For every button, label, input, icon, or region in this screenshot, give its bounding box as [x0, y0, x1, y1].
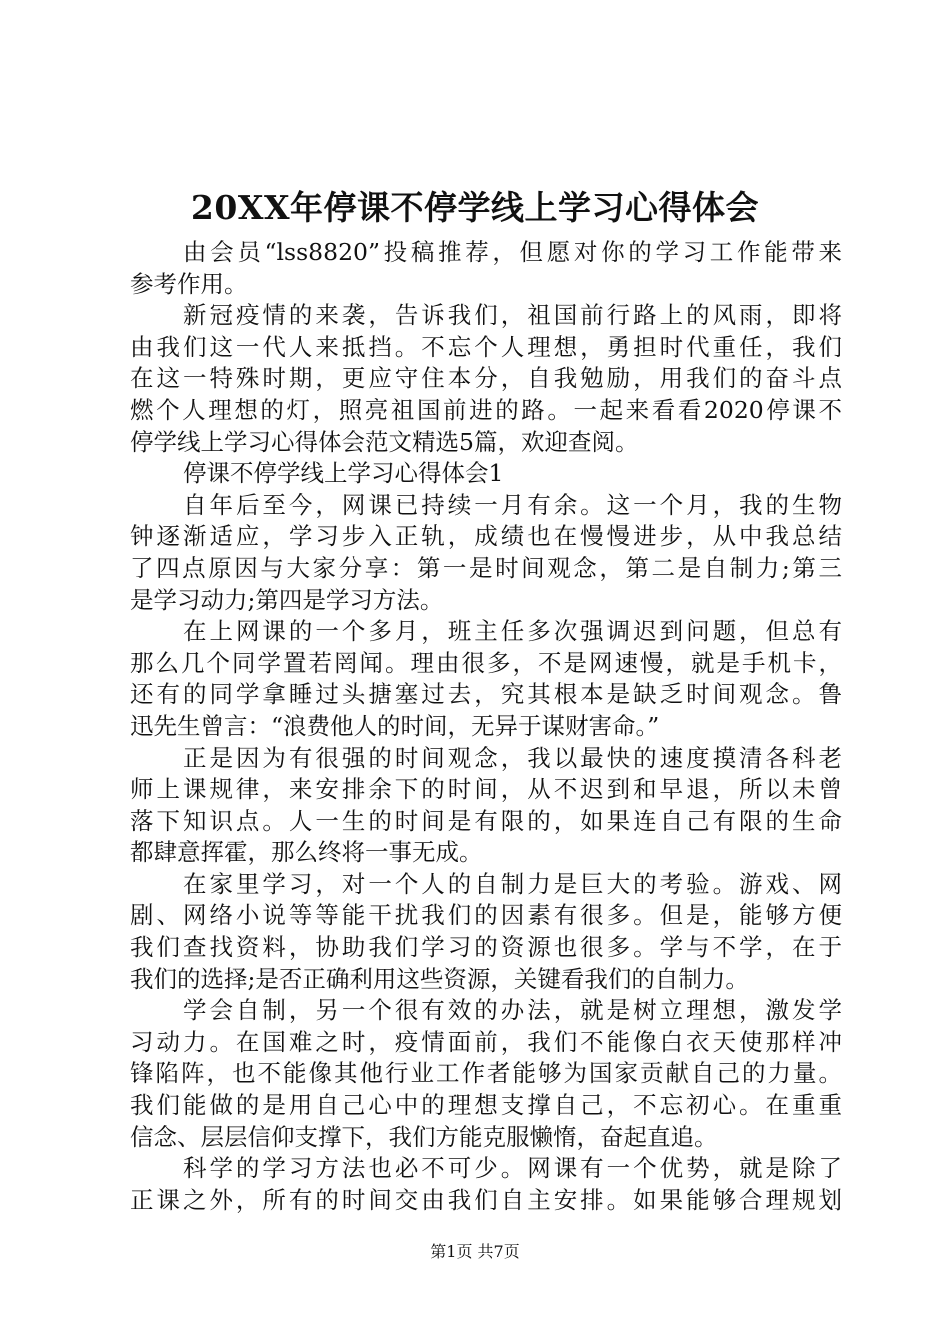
body-line: 在上网课的一个多月，班主任多次强调迟到问题，但总有 [183, 617, 842, 646]
body-line: 由我们这一代人来抵挡。不忘个人理想，勇担时代重任，我们 [130, 332, 842, 361]
body-line: 在这一特殊时期，更应守住本分，自我勉励，用我们的奋斗点 [130, 364, 842, 393]
body-line: 习动力。在国难之时，疫情面前，我们不能像白衣天使那样冲 [130, 1027, 842, 1056]
body-line: 在家里学习，对一个人的自制力是巨大的考验。游戏、网 [183, 869, 842, 898]
body-line: 参考作用。 [130, 269, 248, 298]
body-line: 由会员“lss8820”投稿推荐，但愿对你的学习工作能带来 [183, 238, 842, 266]
body-line: 学会自制，另一个很有效的办法，就是树立理想，激发学 [183, 996, 842, 1025]
body-line: 那么几个同学置若罔闻。理由很多，不是网速慢，就是手机卡， [130, 648, 842, 677]
section-heading: 停课不停学线上学习心得体会1 [183, 459, 504, 488]
body-line: 停学线上学习心得体会范文精选5篇，欢迎查阅。 [130, 427, 639, 456]
document-body [130, 237, 842, 1216]
body-line: 我们能做的是用自己心中的理想支撑自己，不忘初心。在重重 [130, 1091, 842, 1120]
body-line: 师上课规律，来安排余下的时间，从不迟到和早退，所以未曾 [130, 775, 842, 804]
body-line: 正课之外，所有的时间交由我们自主安排。如果能够合理规划 [130, 1185, 842, 1214]
body-line: 剧、网络小说等等能干扰我们的因素有很多。但是，能够方便 [130, 901, 842, 930]
body-line: 燃个人理想的灯，照亮祖国前进的路。一起来看看2020停课不 [130, 395, 842, 424]
body-line: 了四点原因与大家分享：第一是时间观念，第二是自制力;第三 [130, 553, 842, 582]
body-line: 正是因为有很强的时间观念，我以最快的速度摸清各科老 [183, 743, 842, 772]
body-line: 都肆意挥霍，那么终将一事无成。 [130, 838, 483, 867]
body-line: 还有的同学拿睡过头搪塞过去，究其根本是缺乏时间观念。鲁 [130, 680, 842, 709]
body-line: 钟逐渐适应，学习步入正轨，成绩也在慢慢进步，从中我总结 [130, 522, 842, 551]
document-title: 20XX年停课不停学线上学习心得体会 [190, 188, 760, 227]
body-line: 新冠疫情的来袭，告诉我们，祖国前行路上的风雨，即将 [183, 301, 842, 330]
body-line: 是学习动力;第四是学习方法。 [130, 585, 444, 614]
body-line: 落下知识点。人一生的时间是有限的，如果连自己有限的生命 [130, 806, 842, 835]
body-line: 我们查找资料，协助我们学习的资源也很多。学与不学，在于 [130, 933, 842, 962]
body-line: 我们的选择;是否正确利用这些资源，关键看我们的自制力。 [130, 964, 749, 993]
page-number-footer: 第1页 共7页 [430, 1242, 520, 1261]
body-line: 自年后至今，网课已持续一月有余。这一个月，我的生物 [183, 490, 842, 519]
body-line: 科学的学习方法也必不可少。网课有一个优势，就是除了 [183, 1154, 842, 1183]
body-line: 信念、层层信仰支撑下，我们方能克服懒惰，奋起直追。 [130, 1122, 718, 1151]
body-line: 迅先生曾言：“浪费他人的时间，无异于谋财害命。” [130, 711, 660, 740]
body-line: 锋陷阵，也不能像其他行业工作者能够为国家贡献自己的力量。 [130, 1059, 842, 1088]
